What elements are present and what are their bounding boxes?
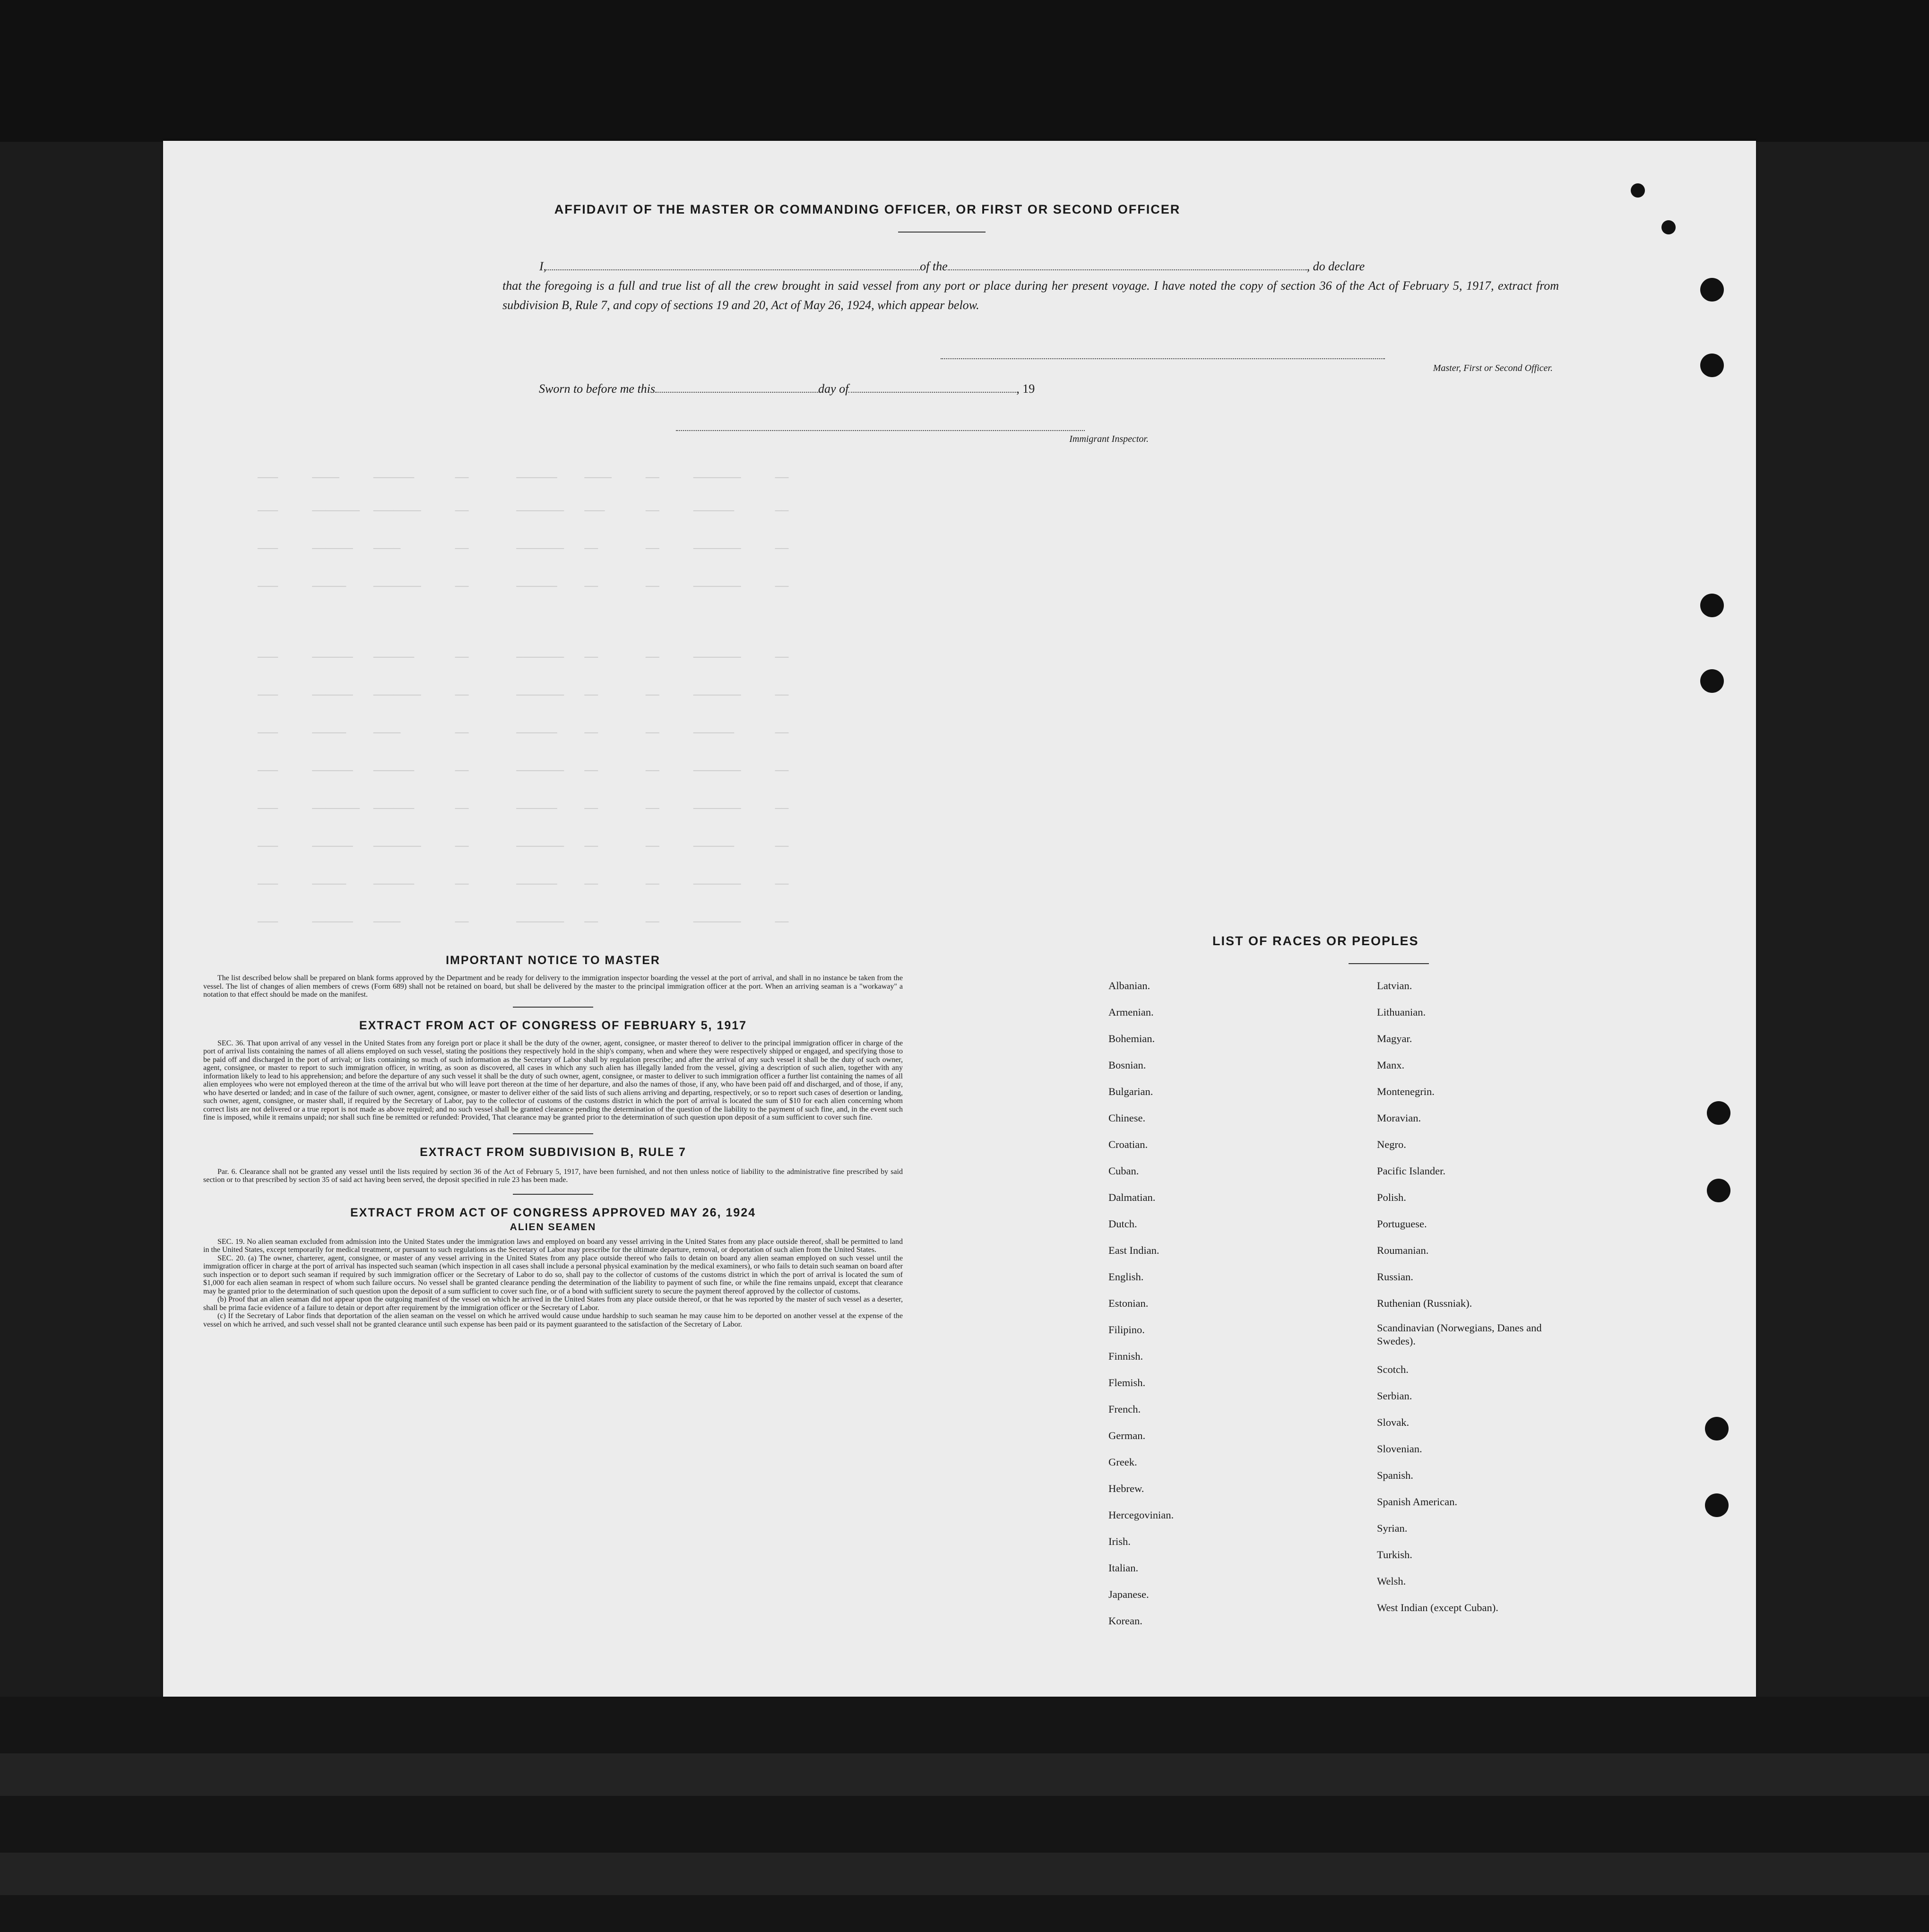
race-item: Portuguese. xyxy=(1377,1218,1427,1230)
scanner-band xyxy=(0,1853,1929,1895)
race-item: Cuban. xyxy=(1108,1165,1139,1177)
inspector-caption: Immigrant Inspector. xyxy=(1069,434,1149,444)
affidavit-do-declare-label: , do declare xyxy=(1306,259,1365,273)
race-item: East Indian. xyxy=(1108,1244,1159,1256)
race-item: Dalmatian. xyxy=(1108,1191,1156,1203)
document-page xyxy=(163,141,1756,1697)
race-item: Armenian. xyxy=(1108,1006,1154,1018)
extract-1917-paragraph: SEC. 36. That upon arrival of any vessel in the United States from any foreign port or place it shall be the duty of the owner, agent, consignee, or master thereof to deliver to the principal immigration officer in charge of the port of arrival lists containing the names of all aliens employed on such vessel, stating the positions they respectively hold in the ship's company, when and where they were respectively shipped or engaged, and specifying those to be paid off and discharged in the port of arrival; or lists containing so much of such information as the Secretary of Labor shall by regulation prescribe; and after the arrival of any such vessel it shall be the duty of such owner, agent, consignee, or master to report to such immigration officer, in writing, as soon as discovered, all cases in which any such alien has illegally landed from the vessel, giving a description of such alien, together with any information likely to lead to his apprehension; and before the departure of any such vessel it shall be the duty of such owner, agent, consignee, or master to deliver to such immigration officer a further list containing the names of all alien employees who were not employed thereon at the time of the arrival but who will leave port thereon at the time of her departure, and also the names of those, if any, who have been paid off and discharged, and of those, if any, who have deserted or landed; and in case of the failure of such owner, agent, consignee, or master to deliver either of the said lists of such aliens arriving and departing, respectively, or so to report such cases of desertion or landing, such owner, agent, consignee, or master shall, if required by the Secretary of Labor, pay to the collector of customs of the customs district in which the port of arrival is located the sum of $10 for each alien concerning whom correct lists are not delivered or a true report is not made as above required; and no such vessel shall be granted clearance pending the determination of the question of the liability to the payment of such fine, and, in the event such fine is imposed, while it remains unpaid; nor shall such fine be remitted or refunded: Provided, That clearance may be granted prior to the determination of such question upon deposit of a sum sufficient to cover such fine. xyxy=(203,1039,903,1121)
race-item: English. xyxy=(1108,1271,1144,1283)
extract-1917-body xyxy=(203,1039,903,1122)
punch-hole xyxy=(1707,1179,1730,1202)
race-item: Albanian. xyxy=(1108,980,1150,992)
race-item: Flemish. xyxy=(1108,1377,1146,1389)
punch-hole xyxy=(1705,1417,1729,1440)
race-item: Croatian. xyxy=(1108,1138,1148,1150)
extract-1924-subtitle: ALIEN SEAMEN xyxy=(510,1221,597,1233)
section-divider xyxy=(513,1194,593,1195)
race-item: Russian. xyxy=(1377,1271,1413,1283)
punch-hole xyxy=(1707,1101,1730,1125)
race-item: Italian. xyxy=(1108,1562,1139,1574)
scanner-background-top xyxy=(0,0,1929,142)
race-item: Japanese. xyxy=(1108,1588,1149,1600)
punch-hole xyxy=(1700,669,1724,693)
punch-hole xyxy=(1631,183,1645,198)
affidavit-i-label: I, xyxy=(539,259,547,273)
vessel-field[interactable] xyxy=(948,269,1307,270)
race-item: Spanish. xyxy=(1377,1469,1413,1481)
section-divider xyxy=(513,1133,593,1134)
bleed-through-typing: ——— ———— —————— —— —————— ———— —— ——————— —— ——— ——————— ——————— —— ——————— ——— —— —————— —— ——— —————— ———— —— ——————— —— —— ——————— —— ——— ————— ——————— —— —————— —— —— ——————— —— ——— —————— —————— —— ——————— —— —— ——————— —— ——— —————— ——————— —— ——————— —— —— ——————— —— ——— ————— ———— —— —————— —— —— —————— —— ——— —————— —————— —— ——————— —— —— ——————— —— ——— ——————— —————— —— —————— —— —— ——————— —— ——— —————— ——————— —— ——————— —— —— —————— —— ——— ————— —————— —— —————— —— —— ——————— —— ——— —————— ———— —— ——————— —— —— ——————— —— xyxy=(258,472,789,929)
race-item: Filipino. xyxy=(1108,1324,1145,1336)
race-item: Finnish. xyxy=(1108,1350,1143,1362)
scanner-band xyxy=(0,1753,1929,1796)
race-item: Chinese. xyxy=(1108,1112,1146,1124)
race-item: Latvian. xyxy=(1377,980,1412,992)
races-list-right xyxy=(1377,977,1661,1626)
race-item: Pacific Islander. xyxy=(1377,1165,1445,1177)
notice-body xyxy=(203,974,903,999)
race-item: Turkish. xyxy=(1377,1549,1412,1561)
race-item: Serbian. xyxy=(1377,1390,1412,1402)
name-field[interactable] xyxy=(546,269,920,270)
punch-hole xyxy=(1700,594,1724,617)
race-item: Irish. xyxy=(1108,1535,1131,1547)
race-item: Negro. xyxy=(1377,1138,1406,1150)
race-item: Scandinavian (Norwegians, Danes and Swedes). xyxy=(1377,1322,1542,1347)
extract-1924-title: EXTRACT FROM ACT OF CONGRESS APPROVED MAY 26, 1924 xyxy=(350,1206,756,1219)
sworn-day-field[interactable] xyxy=(655,391,818,393)
extract-1924-body xyxy=(203,1238,903,1329)
race-item: Hebrew. xyxy=(1108,1483,1144,1494)
race-item: Montenegrin. xyxy=(1377,1086,1435,1097)
races-divider xyxy=(1349,963,1429,964)
sworn-statement xyxy=(539,382,1035,396)
title-divider xyxy=(898,232,986,233)
sworn-day-of-label: day of xyxy=(818,382,849,396)
master-signature-line[interactable] xyxy=(941,358,1385,359)
race-item: Greek. xyxy=(1108,1456,1137,1468)
race-item: Slovenian. xyxy=(1377,1443,1422,1455)
race-item: Hercegovinian. xyxy=(1108,1509,1174,1521)
race-item: Lithuanian. xyxy=(1377,1006,1426,1018)
extract-1924-sec20a: SEC. 20. (a) The owner, charterer, agent, consignee, or master of any vessel arriving in the United States from any place outside thereof who fails to detain on board any alien seaman employed on such vessel until the immigration officer in charge at the port of arrival has inspected such seaman (which inspection in all cases shall include a personal physical examination by the medical examiners), or who fails to detain such seaman on board after such inspection or to deport such seaman if required by such immigration officer or the Secretary of Labor to do so, shall pay to the collector of customs of the customs district in which the port of arrival is located the sum of $1,000 for each alien seaman in respect of whom such failure occurs. No vessel shall be granted clearance pending the determination of the liability to payment of such fine, or while the fine remains unpaid, except that clearance may be granted prior to the determination of such question upon the deposit of a sum sufficient to cover such fine, or of a bond with sufficient surety to secure the payment thereof approved by the collector of customs. xyxy=(203,1254,903,1295)
race-item: Ruthenian (Russniak). xyxy=(1377,1297,1472,1309)
race-item: Syrian. xyxy=(1377,1522,1408,1534)
race-item: Dutch. xyxy=(1108,1218,1137,1230)
legal-notices-column xyxy=(203,954,903,1328)
sworn-prefix: Sworn to before me this xyxy=(539,382,656,396)
extract-1917-title: EXTRACT FROM ACT OF CONGRESS OF FEBRUARY 5, 1917 xyxy=(359,1018,747,1032)
race-item: Estonian. xyxy=(1108,1297,1149,1309)
race-item: Korean. xyxy=(1108,1615,1142,1627)
race-item: West Indian (except Cuban). xyxy=(1377,1602,1498,1613)
race-item: Polish. xyxy=(1377,1191,1406,1203)
affidavit-statement: that the foregoing is a full and true list of all the crew brought in said vessel from any port or place during her present voyage. I have noted the copy of section 36 of the Act of February 5, 1917, extract from subdivision B, Rule 7, and copy of sections 19 and 20, Act of May 26, 1924, which appear below. xyxy=(502,279,1559,312)
punch-hole xyxy=(1700,278,1724,302)
race-item: Welsh. xyxy=(1377,1575,1406,1587)
notice-paragraph: The list described below shall be prepared on blank forms approved by the Department and be ready for delivery to the immigration inspector boarding the vessel at the port of arrival, and shall in no instance be taken from the vessel. The list of changes of alien members of crews (Form 689) shall not be retained on board, but shall be delivered by the master to the principal immigration officer at the port. When an arriving seaman is a "workaway" a notation to that effect should be made on the manifest. xyxy=(203,974,903,999)
race-item: Manx. xyxy=(1377,1059,1405,1071)
race-item: Scotch. xyxy=(1377,1363,1409,1375)
notice-title: IMPORTANT NOTICE TO MASTER xyxy=(446,954,660,967)
sworn-month-field[interactable] xyxy=(848,391,1016,393)
extract-rule7-body xyxy=(203,1168,903,1184)
punch-hole xyxy=(1705,1493,1729,1517)
races-title: LIST OF RACES OR PEOPLES xyxy=(1212,934,1419,948)
races-list-left xyxy=(1108,977,1392,1639)
master-signature-caption: Master, First or Second Officer. xyxy=(1433,363,1553,373)
race-item: Spanish American. xyxy=(1377,1496,1457,1508)
race-item: German. xyxy=(1108,1430,1146,1441)
sworn-year-label: , 19 xyxy=(1016,382,1035,396)
race-item: Moravian. xyxy=(1377,1112,1421,1124)
race-item: Roumanian. xyxy=(1377,1244,1429,1256)
extract-1924-sec20c: (c) If the Secretary of Labor finds that deportation of the alien seaman on the vessel on which he arrived would cause undue hardship to such seaman he may cause him to be deported on another vessel at the expense of the vessel on which he arrived, and such vessel shall not be granted clearance until such expense has been paid or its payment guaranteed to the satisfaction of the Secretary of Labor. xyxy=(203,1312,903,1328)
race-item: Bosnian. xyxy=(1108,1059,1146,1071)
race-item: French. xyxy=(1108,1403,1141,1415)
scanner-background-bottom xyxy=(0,1697,1929,1932)
punch-hole xyxy=(1700,354,1724,377)
extract-rule7-paragraph: Par. 6. Clearance shall not be granted any vessel until the lists required by section 36 of the Act of February 5, 1917, have been furnished, and not then unless notice of liability to the administrative fine prescribed by said section or to that prescribed by section 35 of said act having been served, the deposit specified in rule 23 has been made. xyxy=(203,1167,903,1184)
affidavit-title: AFFIDAVIT OF THE MASTER OR COMMANDING OFFICER, OR FIRST OR SECOND OFFICER xyxy=(554,202,1181,216)
section-divider xyxy=(513,1007,593,1008)
race-item: Bulgarian. xyxy=(1108,1086,1153,1097)
extract-1924-sec20b: (b) Proof that an alien seaman did not appear upon the outgoing manifest of the vessel on which he arrived in the United States from any place outside thereof, or that he was reported by the master of such vessel as a deserter, shall be prima facie evidence of a failure to detain or deport after requirement by the immigration officer or the Secretary of Labor. xyxy=(203,1295,903,1312)
extract-1924-sec19: SEC. 19. No alien seaman excluded from admission into the United States under the immigration laws and employed on board any vessel arriving in the United States from any place outside thereof, shall be permitted to land in the United States, except temporarily for medical treatment, or pursuant to such regulations as the Secretary of Labor may prescribe for the ultimate departure, removal, or deportation of such alien from the United States. xyxy=(203,1237,903,1254)
punch-hole xyxy=(1661,220,1676,234)
extract-rule7-title: EXTRACT FROM SUBDIVISION B, RULE 7 xyxy=(420,1145,686,1159)
affidavit-of-the-label: of the xyxy=(920,259,948,273)
race-item: Slovak. xyxy=(1377,1416,1410,1428)
race-item: Magyar. xyxy=(1377,1033,1412,1044)
inspector-signature-line[interactable] xyxy=(676,430,1085,431)
race-item: Bohemian. xyxy=(1108,1033,1155,1044)
affidavit-body xyxy=(502,257,1559,315)
